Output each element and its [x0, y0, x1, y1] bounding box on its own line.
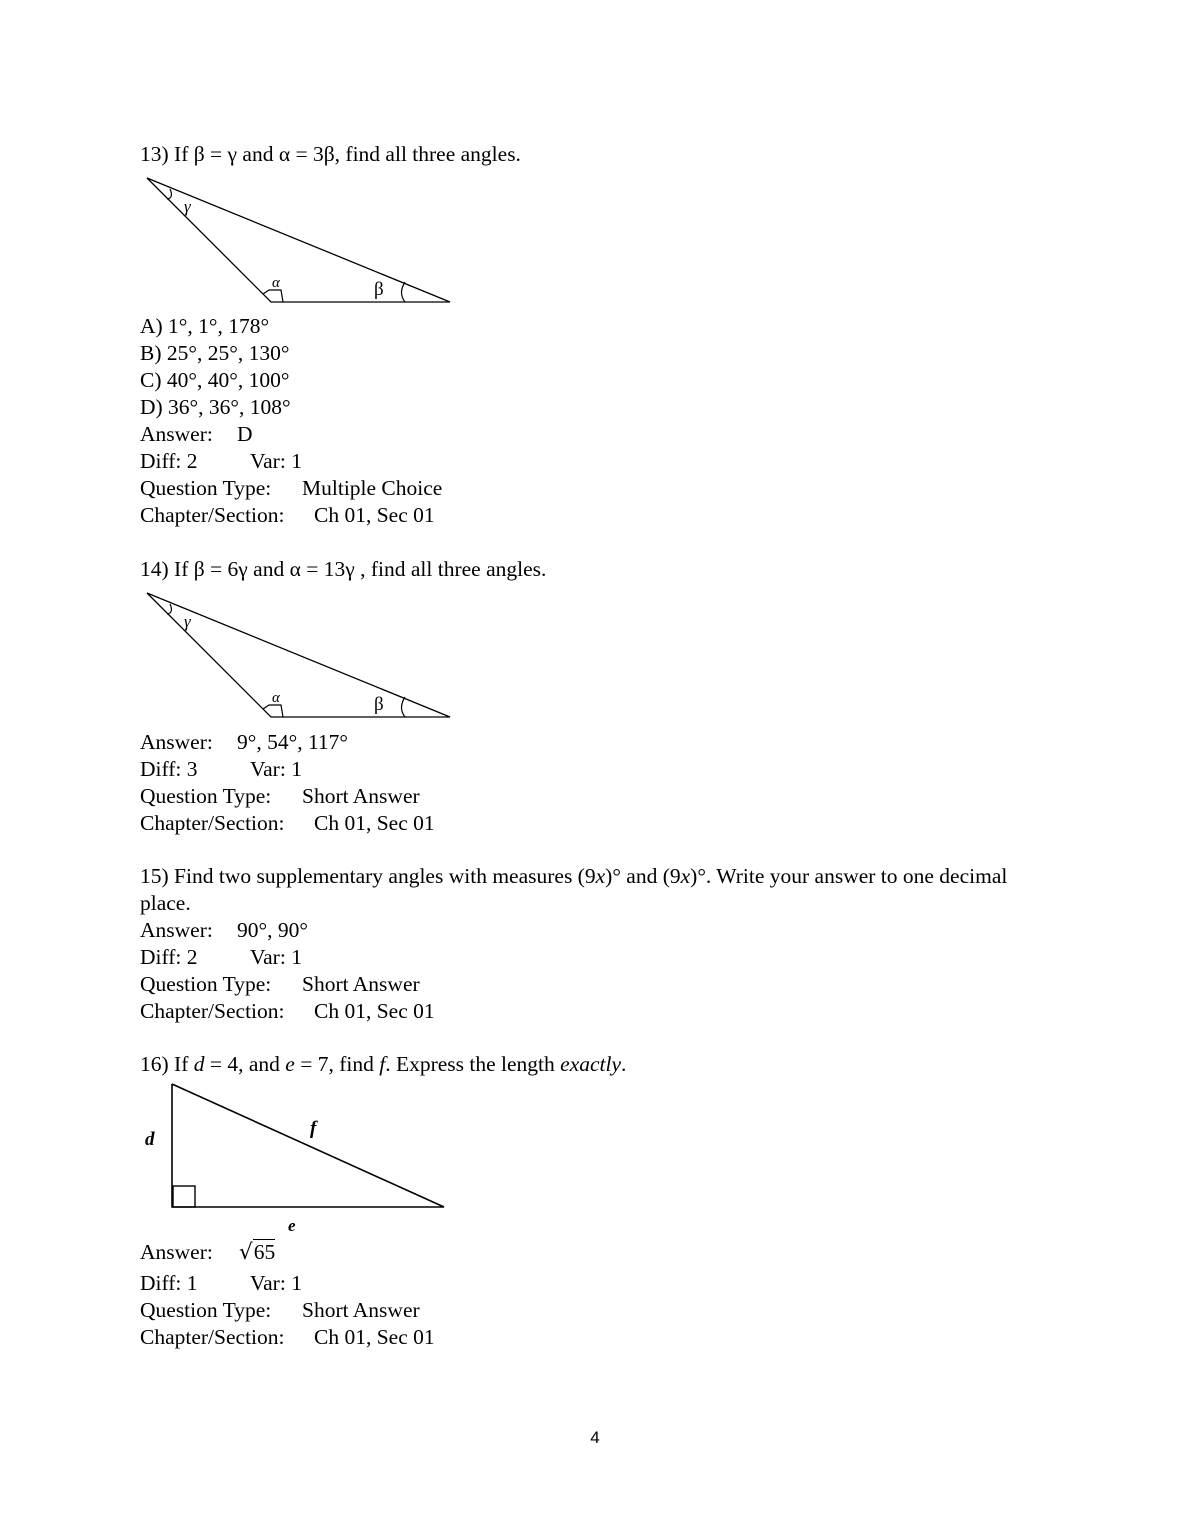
answer-value: D — [237, 422, 253, 446]
diff-value: Diff: 1 — [140, 1271, 198, 1295]
answer-value: 90°, 90° — [237, 918, 308, 942]
variable-d: d — [193, 1052, 205, 1076]
question-13-details — [140, 313, 1040, 529]
question-15-prompt — [140, 863, 1020, 917]
variable-x: x — [595, 864, 606, 888]
prompt-text: = 4, and — [204, 1052, 286, 1076]
question-type-line — [140, 1297, 1040, 1324]
variable-f: f — [379, 1052, 386, 1076]
chapter-section-label: Chapter/Section: — [140, 811, 285, 835]
diff-var-line — [140, 1270, 1040, 1297]
answer-label: Answer: — [140, 730, 213, 754]
variable-x: x — [680, 864, 691, 888]
question-type-label: Question Type: — [140, 476, 272, 500]
question-type-label: Question Type: — [140, 972, 272, 996]
question-16-details — [140, 1239, 1040, 1351]
answer-value: 9°, 54°, 117° — [237, 730, 348, 754]
diff-value: Diff: 3 — [140, 757, 198, 781]
choice-c: C) 40°, 40°, 100° — [140, 368, 290, 392]
answer-line — [140, 729, 1040, 756]
prompt-text: . Express the length — [385, 1052, 561, 1076]
diff-value: Diff: 2 — [140, 945, 198, 969]
question-type-value: Short Answer — [302, 784, 420, 808]
angle-beta-label: β — [374, 279, 384, 300]
chapter-section-value: Ch 01, Sec 01 — [314, 1325, 435, 1349]
question-16-figure — [140, 1080, 460, 1240]
page-number: 4 — [590, 1428, 600, 1447]
question-type-label: Question Type: — [140, 1298, 272, 1322]
var-value: Var: 1 — [250, 1271, 302, 1295]
answer-label: Answer: — [140, 918, 213, 942]
prompt-text: 16) If — [140, 1052, 194, 1076]
prompt-text: = 7, find — [294, 1052, 380, 1076]
chapter-section-line — [140, 998, 1020, 1025]
chapter-section-line — [140, 810, 1040, 837]
question-13 — [140, 141, 1040, 168]
question-type-value: Short Answer — [302, 972, 420, 996]
diff-value: Diff: 2 — [140, 449, 198, 473]
side-d-label: d — [145, 1129, 155, 1150]
radical-sign: √ — [239, 1240, 253, 1265]
right-triangle-diagram — [140, 1080, 460, 1240]
question-type-value: Multiple Choice — [302, 476, 443, 500]
chapter-section-value: Ch 01, Sec 01 — [314, 503, 435, 527]
choice-d: D) 36°, 36°, 108° — [140, 395, 291, 419]
var-value: Var: 1 — [250, 449, 302, 473]
question-13-figure — [140, 172, 460, 308]
choice-b: B) 25°, 25°, 130° — [140, 341, 290, 365]
choice-a: A) 1°, 1°, 178° — [140, 314, 270, 338]
angle-gamma-label: γ — [184, 197, 191, 216]
prompt-text: )° and (9 — [605, 864, 681, 888]
chapter-section-line — [140, 502, 1040, 529]
chapter-section-label: Chapter/Section: — [140, 503, 285, 527]
diff-var-line — [140, 756, 1040, 783]
answer-line — [140, 421, 1040, 448]
diff-var-line — [140, 448, 1040, 475]
variable-e: e — [285, 1052, 295, 1076]
chapter-section-value: Ch 01, Sec 01 — [314, 811, 435, 835]
diff-var-line — [140, 944, 1020, 971]
question-15 — [140, 863, 1020, 1025]
question-type-line — [140, 475, 1040, 502]
angle-gamma-label: γ — [184, 612, 191, 631]
radicand: 65 — [253, 1240, 276, 1264]
question-14-prompt: 14) If β = 6γ and α = 13γ , find all three angles. — [140, 557, 547, 581]
emphasis-exactly: exactly — [560, 1052, 622, 1076]
triangle-diagram — [140, 172, 460, 308]
var-value: Var: 1 — [250, 945, 302, 969]
answer-label: Answer: — [140, 1240, 213, 1264]
chapter-section-value: Ch 01, Sec 01 — [314, 999, 435, 1023]
question-type-line — [140, 971, 1020, 998]
var-value: Var: 1 — [250, 757, 302, 781]
square-root-expression — [237, 1239, 275, 1266]
triangle-diagram — [140, 587, 460, 723]
side-f-label: f — [310, 1118, 317, 1139]
chapter-section-label: Chapter/Section: — [140, 1325, 285, 1349]
question-14-details — [140, 729, 1040, 837]
answer-label: Answer: — [140, 422, 213, 446]
question-14 — [140, 556, 1040, 583]
answer-line — [140, 1239, 1040, 1266]
angle-alpha-label: α — [272, 690, 280, 706]
chapter-section-label: Chapter/Section: — [140, 999, 285, 1023]
prompt-text: )°. Write your answer to one decimal place. — [140, 864, 1008, 915]
question-type-value: Short Answer — [302, 1298, 420, 1322]
question-14-figure — [140, 587, 460, 723]
question-16 — [140, 1051, 1040, 1078]
answer-line — [140, 917, 1020, 944]
angle-alpha-label: α — [272, 275, 280, 291]
prompt-text: 15) Find two supplementary angles with measures (9 — [140, 864, 596, 888]
question-type-line — [140, 783, 1040, 810]
chapter-section-line — [140, 1324, 1040, 1351]
side-e-label: e — [288, 1216, 296, 1235]
prompt-text: . — [621, 1052, 627, 1076]
question-13-prompt: 13) If β = γ and α = 3β, find all three angles. — [140, 142, 521, 166]
angle-beta-label: β — [374, 694, 384, 715]
question-type-label: Question Type: — [140, 784, 272, 808]
question-16-prompt — [140, 1051, 1040, 1078]
